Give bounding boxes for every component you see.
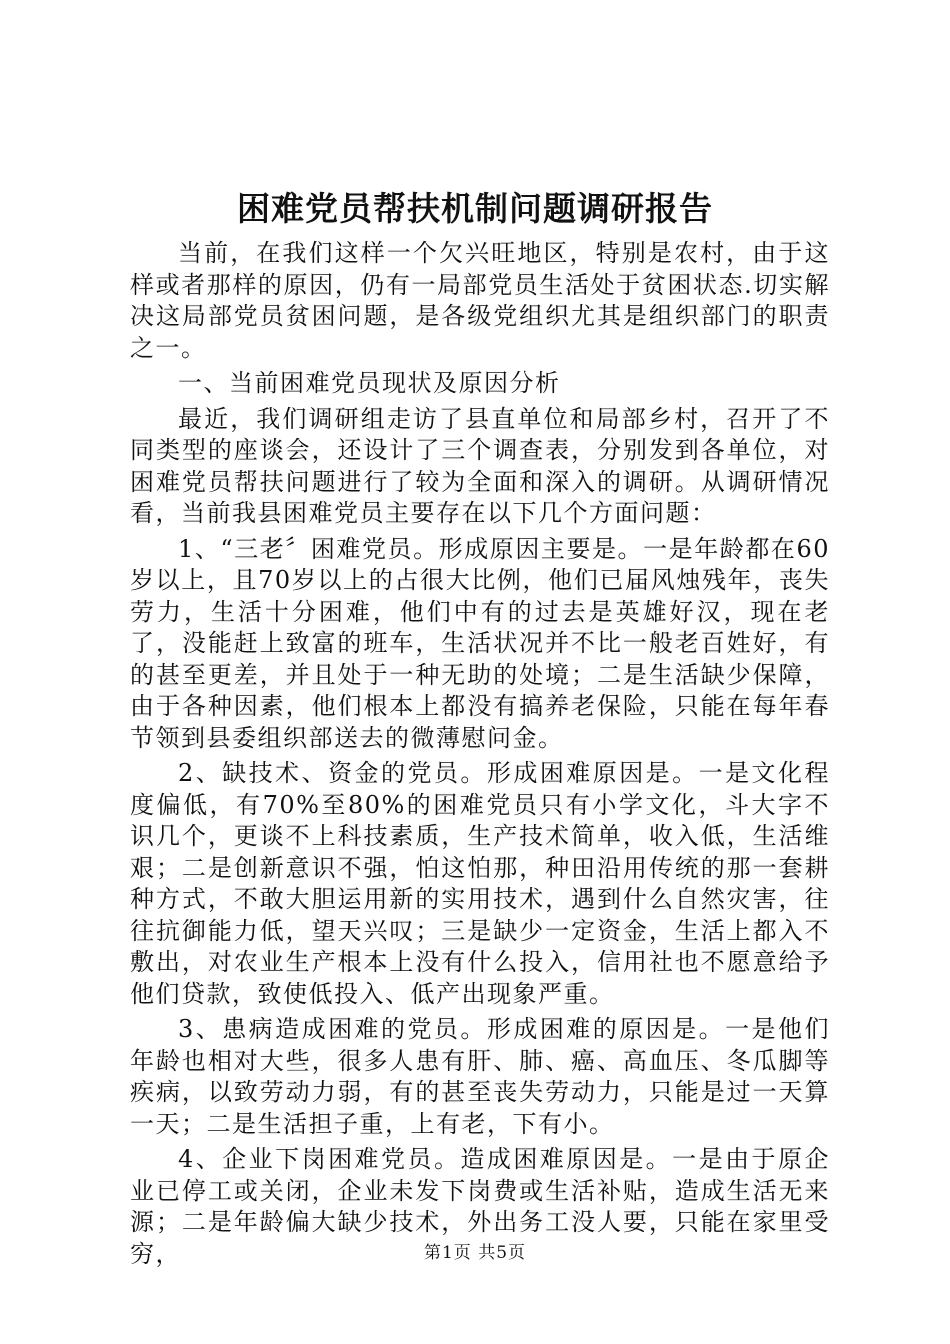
item-1-paragraph: 1、“三老〞困难党员。形成原因主要是。一是年龄都在60岁以上，且70岁以上的占很大比例，他们已届风烛残年，丧失劳力，生活十分困难，他们中有的过去是英雄好汉，现在老了，没能赶上致富的班车，生活状况并不比一般老百姓好，有的甚至更差，并且处于一种无助的处境；二是生活缺少保障，由于各种因素，他们根本上都没有搞养老保险，只能在每年春节领到县委组织部送去的微薄慰问金。 [130, 534, 830, 752]
section-heading: 一、当前困难党员现状及原因分析 [178, 369, 561, 397]
page-footer: 第1页 共5页 [423, 1243, 527, 1263]
document-title: 困难党员帮扶机制问题调研报告 [237, 189, 713, 228]
item-3-paragraph: 3、患病造成困难的党员。形成困难的原因是。一是他们年龄也相对大些，很多人患有肝、肺、癌、高血压、冬瓜脚等疾病，以致劳动力弱，有的甚至丧失劳动力，只能是过一天算一天；二是生活担子重，上有老，下有小。 [130, 1015, 830, 1138]
intro-paragraph: 当前，在我们这样一个欠兴旺地区，特别是农村，由于这样或者那样的原因，仍有一局部党员生活处于贫困状态.切实解决这局部党员贫困问题，是各级党组织尤其是组织部门的职责之一。 [130, 239, 830, 362]
document-body [130, 238, 830, 1274]
item-4-paragraph: 4、企业下岗困难党员。造成困难原因是。一是由于原企业已停工或关闭，企业未发下岗费或生活补贴，造成生活无来源；二是年龄偏大缺少技术，外出务工没人要，只能在家里受穷， [130, 1145, 830, 1268]
survey-paragraph: 最近，我们调研组走访了县直单位和局部乡村，召开了不同类型的座谈会，还设计了三个调查表，分别发到各单位，对困难党员帮扶问题进行了较为全面和深入的调研。从调研情况看，当前我县困难党员主要存在以下几个方面问题： [130, 404, 830, 527]
item-2-paragraph: 2、缺技术、资金的党员。形成困难原因是。一是文化程度偏低，有70%至80%的困难党员只有小学文化，斗大字不识几个，更谈不上科技素质，生产技术简单，收入低，生活维艰；二是创新意识不强，怕这怕那，种田沿用传统的那一套耕种方式，不敢大胆运用新的实用技术，遇到什么自然灾害，往往抗御能力低，望天兴叹；三是缺少一定资金，生活上都入不敷出，对农业生产根本上没有什么投入，信用社也不愿意给予他们贷款，致使低投入、低产出现象严重。 [130, 759, 830, 1008]
